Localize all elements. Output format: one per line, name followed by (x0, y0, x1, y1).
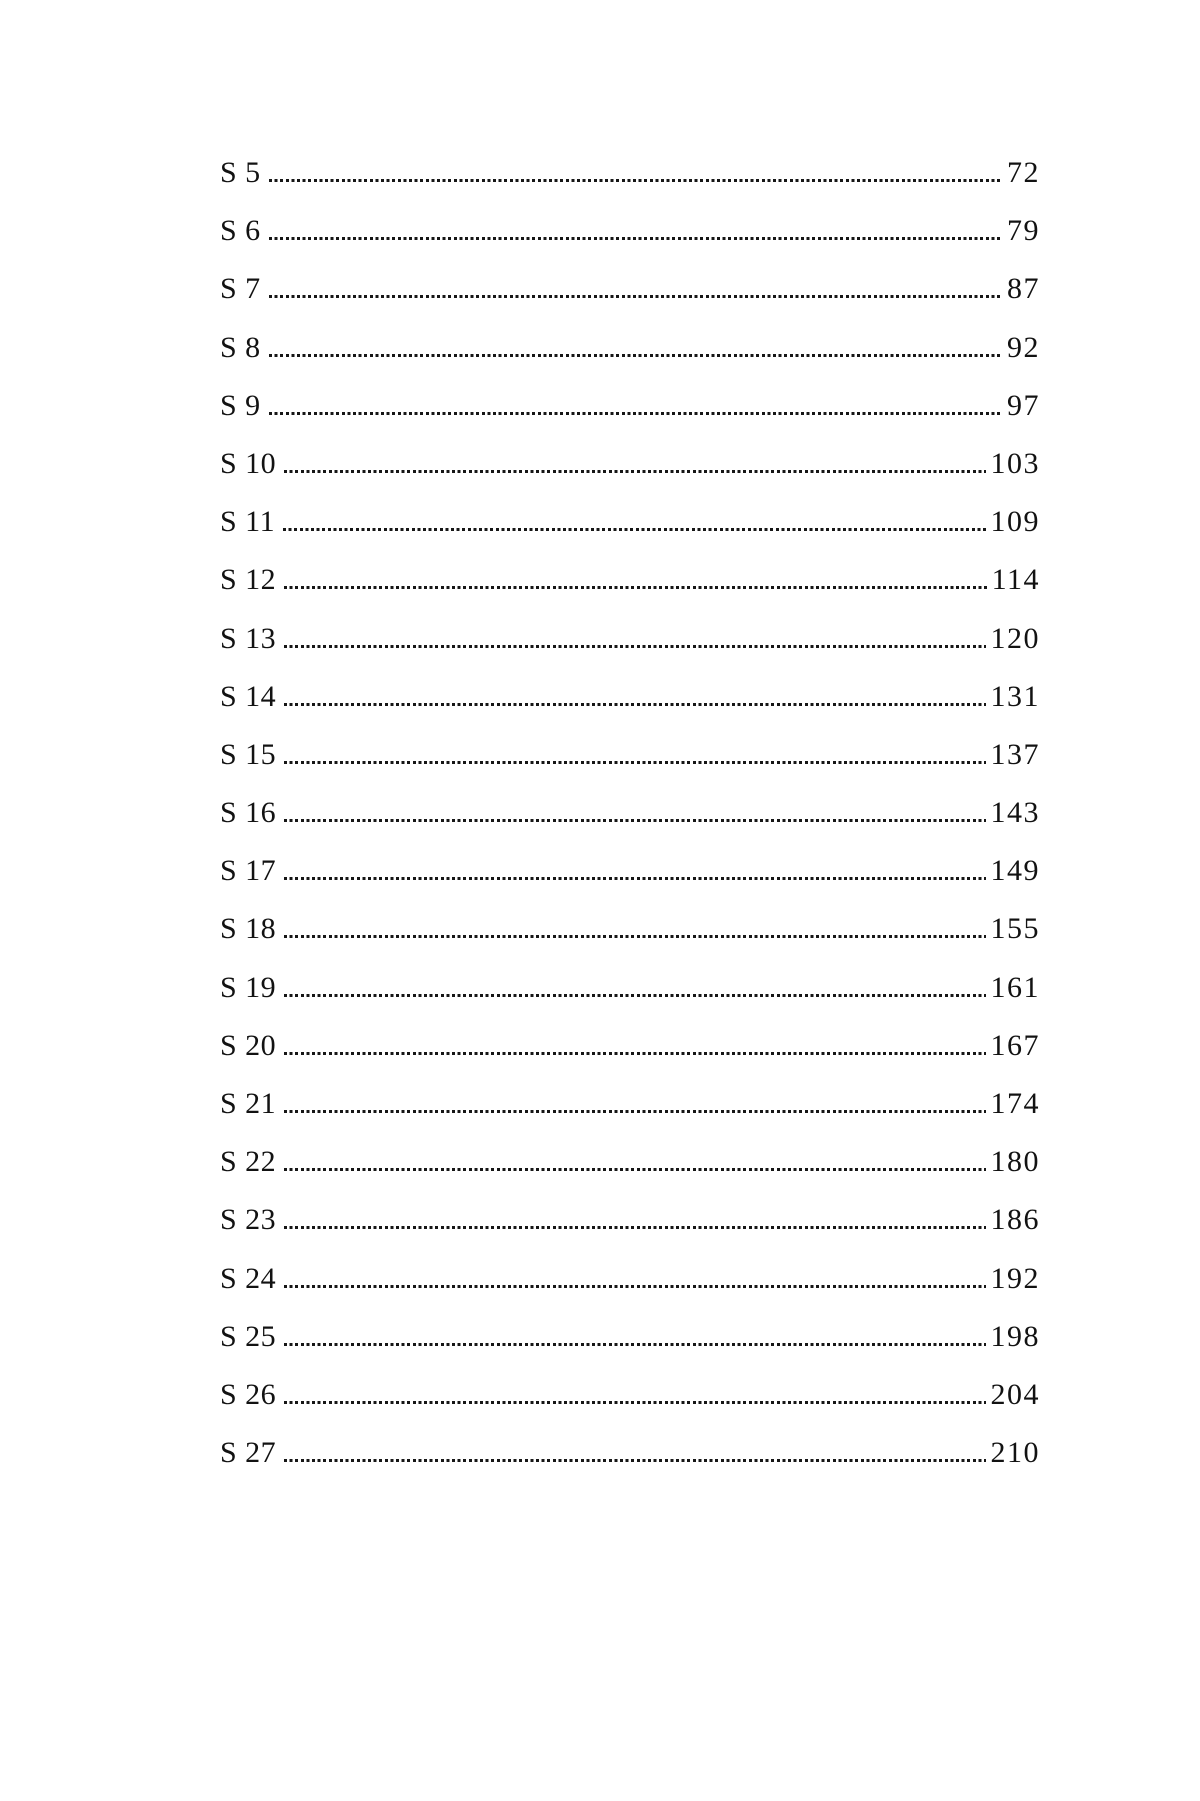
toc-entry (220, 446, 1040, 507)
toc-entry (220, 1205, 1040, 1263)
toc-entry-page: 192 (990, 1261, 1040, 1295)
toc-leader-dots (284, 994, 985, 997)
toc-entry (220, 388, 1040, 449)
toc-entry (220, 679, 1040, 740)
toc-leader-dots (284, 586, 986, 589)
toc-entry (220, 621, 1040, 682)
toc-leader-dots (284, 645, 985, 648)
toc-entry-label: S 8 (220, 330, 261, 364)
toc-entry-page: 72 (1007, 156, 1040, 189)
toc-leader-dots (269, 354, 1002, 357)
toc-entry (220, 1319, 1040, 1380)
toc-leader-dots (283, 528, 985, 531)
toc-leader-dots (269, 295, 1002, 298)
toc-leader-dots (284, 761, 985, 764)
toc-leader-dots (269, 237, 1002, 240)
toc-entry-page: 92 (1007, 330, 1040, 364)
toc-entry (220, 565, 1040, 623)
toc-entry-label: S 6 (220, 214, 261, 248)
toc-entry-page: 103 (990, 446, 1040, 480)
toc-entry-page: 97 (1007, 388, 1040, 422)
toc-entry (220, 856, 1040, 914)
toc-entry (220, 914, 1040, 972)
table-of-contents (220, 158, 1040, 1496)
toc-entry-label: S 16 (220, 796, 277, 830)
toc-leader-dots (284, 935, 985, 938)
toc-entry-label: S 19 (220, 970, 277, 1004)
toc-entry-label: S 12 (220, 563, 277, 597)
toc-entry (220, 737, 1040, 798)
toc-leader-dots (284, 1226, 985, 1229)
toc-entry-label: S 13 (220, 621, 277, 655)
toc-entry (220, 1377, 1040, 1438)
toc-entry (220, 970, 1040, 1031)
toc-entry-page: 167 (990, 1028, 1040, 1062)
toc-entry-page: 149 (990, 854, 1040, 888)
toc-entry-page: 204 (990, 1377, 1040, 1411)
toc-entry-page: 131 (990, 679, 1040, 713)
toc-leader-dots (284, 1459, 985, 1462)
toc-entry-page: 186 (990, 1203, 1040, 1237)
toc-entry-label: S 17 (220, 854, 277, 888)
toc-leader-dots (284, 877, 985, 880)
toc-leader-dots (284, 1401, 985, 1404)
toc-entry-label: S 26 (220, 1377, 277, 1411)
toc-entry-label: S 10 (220, 446, 277, 480)
toc-entry (220, 274, 1040, 332)
toc-entry-page: 120 (990, 621, 1040, 655)
toc-leader-dots (269, 179, 1002, 182)
toc-entry-label: S 25 (220, 1319, 277, 1353)
toc-entry-page: 161 (990, 970, 1040, 1004)
toc-entry (220, 330, 1040, 391)
toc-entry (220, 798, 1040, 856)
toc-entry-label: S 11 (220, 505, 276, 539)
toc-leader-dots (284, 703, 985, 706)
toc-leader-dots (284, 819, 985, 822)
toc-entry-page: 109 (990, 505, 1040, 539)
toc-entry-label: S 18 (220, 912, 277, 946)
toc-leader-dots (284, 1168, 985, 1171)
toc-entry-label: S 20 (220, 1028, 277, 1062)
toc-leader-dots (284, 1052, 985, 1055)
toc-leader-dots (284, 1285, 985, 1288)
toc-entry-page: 87 (1007, 272, 1040, 306)
toc-entry-label: S 22 (220, 1145, 277, 1179)
toc-entry-page: 155 (990, 912, 1040, 946)
toc-entry (220, 1261, 1040, 1322)
toc-entry-page: 210 (990, 1436, 1040, 1470)
toc-entry (220, 1028, 1040, 1089)
toc-entry-label: S 24 (220, 1261, 277, 1295)
toc-entry-label: S 27 (220, 1436, 277, 1470)
toc-entry (220, 507, 1040, 565)
toc-entry (220, 216, 1040, 274)
toc-entry-page: 79 (1007, 214, 1040, 248)
toc-entry-label: S 14 (220, 679, 277, 713)
toc-entry-page: 137 (990, 737, 1040, 771)
toc-leader-dots (269, 412, 1002, 415)
toc-entry (220, 158, 1040, 216)
toc-entry (220, 1147, 1040, 1205)
toc-entry-label: S 23 (220, 1203, 277, 1237)
toc-entry-label: S 15 (220, 737, 277, 771)
toc-entry-page: 114 (991, 563, 1040, 597)
toc-entry-label: S 21 (220, 1087, 277, 1120)
toc-entry-page: 174 (990, 1087, 1040, 1120)
toc-entry (220, 1438, 1040, 1496)
toc-leader-dots (284, 1110, 985, 1113)
toc-entry-page: 180 (990, 1145, 1040, 1179)
toc-leader-dots (284, 1343, 985, 1346)
toc-entry-page: 143 (990, 796, 1040, 830)
toc-entry-page: 198 (990, 1319, 1040, 1353)
toc-entry-label: S 7 (220, 272, 261, 306)
toc-entry-label: S 9 (220, 388, 261, 422)
toc-entry-label: S 5 (220, 156, 261, 189)
toc-leader-dots (284, 470, 985, 473)
toc-entry (220, 1089, 1040, 1147)
